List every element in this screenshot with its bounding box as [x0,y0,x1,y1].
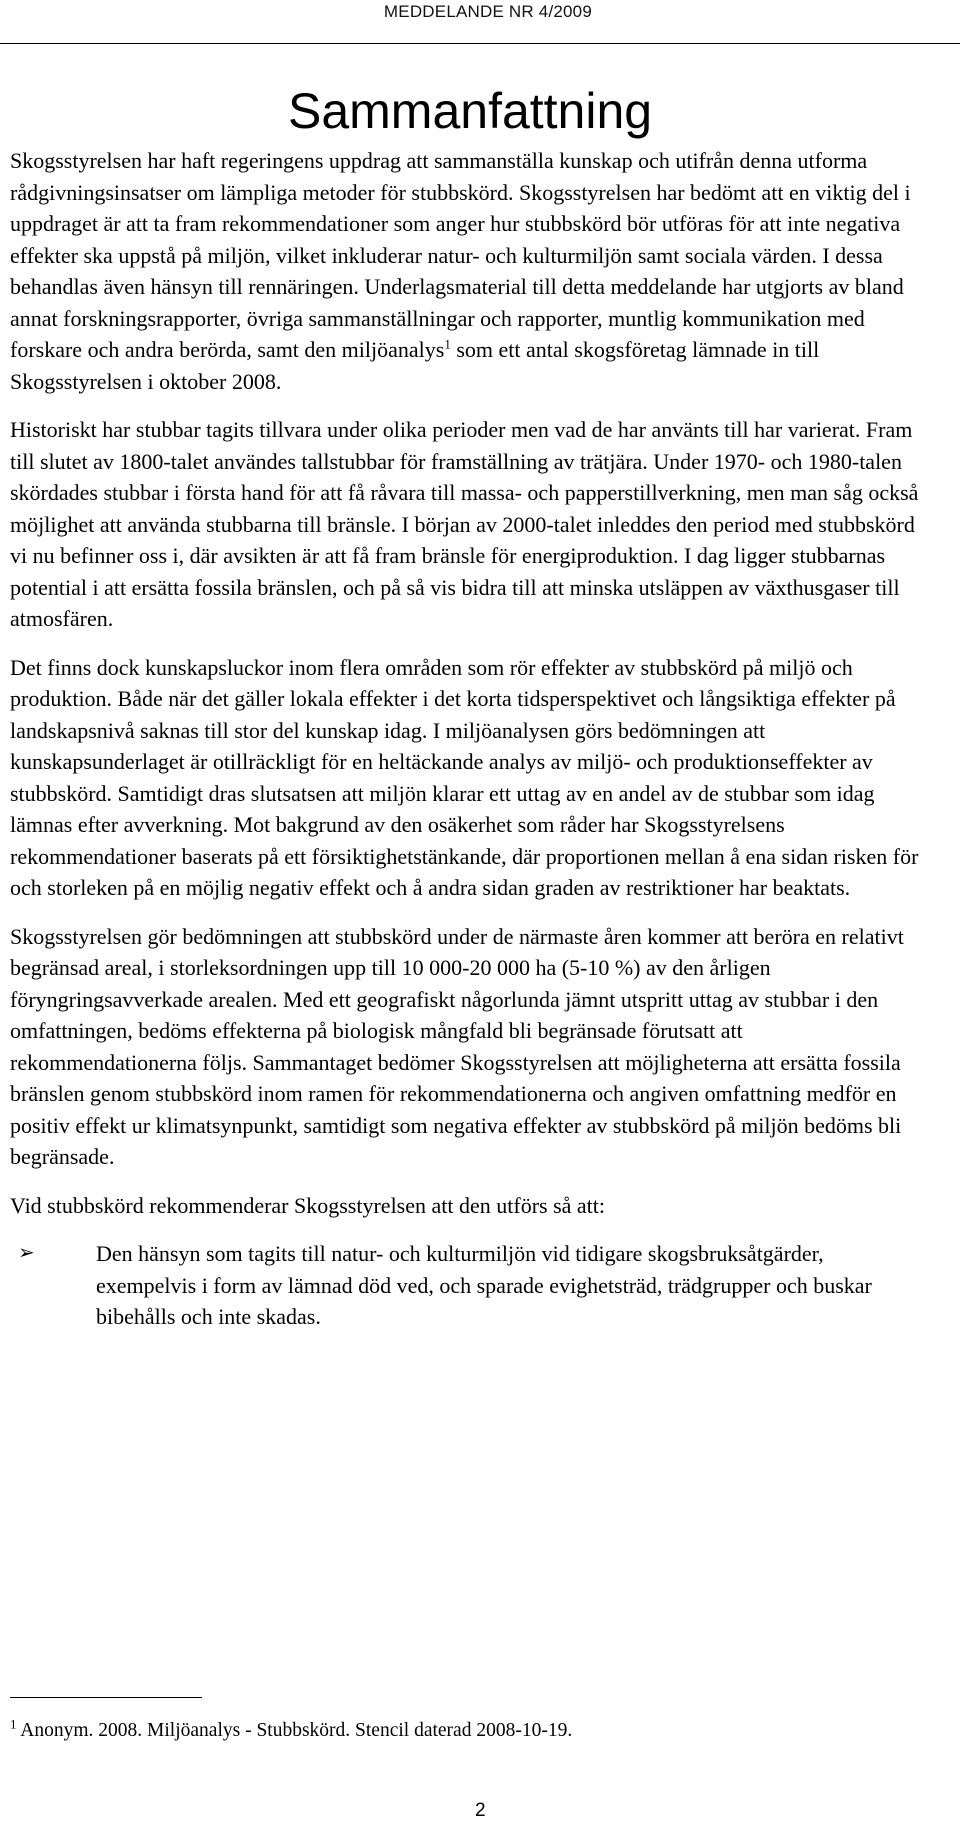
page-number: 2 [475,1800,486,1821]
paragraph-1-text: Skogsstyrelsen har haft regeringens uppdrag att sammanställa kunskap och utifrån denna utforma rådgivningsinsatser om lämpliga metoder för stubbskörd. Skogsstyrelsen har bedömt att en viktig del i uppdraget är att ta fram rekommendationer som anger hur stubbskörd bör utföras för att inte negativa effekter ska uppstå på miljön, vilket inkluderar natur- och kulturmiljön samt sociala värden. I dessa behandlas även hänsyn till rennäringen. Underlagsmaterial till detta meddelande har utgjorts av bland annat forskningsrapporter, övriga sammanställningar och rapporter, muntlig kommunikation med forskare och andra berörda, samt den miljöanalys [10,148,911,362]
arrowhead-bullet-icon: ➢ [18,1242,35,1264]
page-header [0,0,960,46]
footnote-reference: 1 [444,336,451,352]
paragraph-3: Det finns dock kunskapsluckor inom flera områden som rör effekter av stubbskörd på miljö och produktion. Både när det gäller lokala effekter i det korta tidsperspektivet och långsiktiga effekter på landskapsnivå saknas till stor del kunskap idag. I miljöanalysen görs bedömningen att kunskapsunderlaget är otillräckligt för en heltäckande analys av miljö- och produktionseffekter av stubbskörd. Samtidigt dras slutsatsen att miljön klarar ett uttag av en andel av de stubbar som idag lämnas efter avverkning. Mot bakgrund av den osäkerhet som råder har Skogsstyrelsens rekommendationer baserats på ett försiktighetstänkande, där proportionen mellan å ena sidan risken för och storleken på en möjlig negativ effekt och å andra sidan graden av restriktioner har beaktats. [10,654,919,900]
list-item [10,1238,924,1333]
footnote-marker: 1 [10,1716,17,1732]
publication-header: MEDDELANDE NR 4/2009 [383,2,592,21]
recommendation-list [10,1238,924,1333]
footnote [10,1716,573,1742]
list-item-text: Den hänsyn som tagits till natur- och kulturmiljön vid tidigare skogsbruksåtgärder, exempelvis i form av lämnad död ved, och sparade evighetsträd, trädgrupper och buskar bibehålls och inte skadas. [96,1241,872,1329]
paragraph-4: Skogsstyrelsen gör bedömningen att stubbskörd under de närmaste åren kommer att beröra en relativt begränsad areal, i storleksordningen upp till 10 000-20 000 ha (5-10 %) av den årligen föryngringsavverkade arealen. Med ett geografiskt någorlunda jämnt utspritt uttag av stubbar i den omfattningen, bedöms effekterna på biologisk mångfald bli begränsade förutsatt att rekommendationerna följs. Sammantaget bedömer Skogsstyrelsen att möjligheterna att ersätta fossila bränslen genom stubbskörd inom ramen för rekommendationerna och angiven omfattning medför en positiv effekt ur klimatsynpunkt, samtidigt som negativa effekter av stubbskörd på miljön bedöms bli begränsade. [10,923,904,1169]
paragraph-1-tail: som ett antal skogsföretag lämnade in till Skogsstyrelsen i oktober 2008. [10,337,820,394]
body-text [10,145,924,1333]
footnote-text: Anonym. 2008. Miljöanalys - Stubbskörd. Stencil daterad 2008-10-19. [16,1720,573,1741]
paragraph-5: Vid stubbskörd rekommenderar Skogsstyrelsen att den utförs så att: [10,1192,606,1218]
header-rule [0,43,960,44]
footnote-rule [10,1697,202,1698]
page-title: Sammanfattning [288,83,653,139]
paragraph-2: Historiskt har stubbar tagits tillvara under olika perioder men vad de har använts till har varierat. Fram till slutet av 1800-talet användes tallstubbar för framställning av trätjära. Under 1970- och 1980-talen skördades stubbar i första hand för att få råvara till massa- och papperstillverkning, men man såg också möjlighet att använda stubbarna till bränsle. I början av 2000-talet inleddes den period med stubbskörd vi nu befinner oss i, där avsikten är att få fram bränsle för energiproduktion. I dag ligger stubbarnas potential i att ersätta fossila bränslen, och på så vis bidra till att minska utsläppen av växthusgaser till atmosfären. [10,417,919,631]
paragraph-1 [10,145,924,397]
